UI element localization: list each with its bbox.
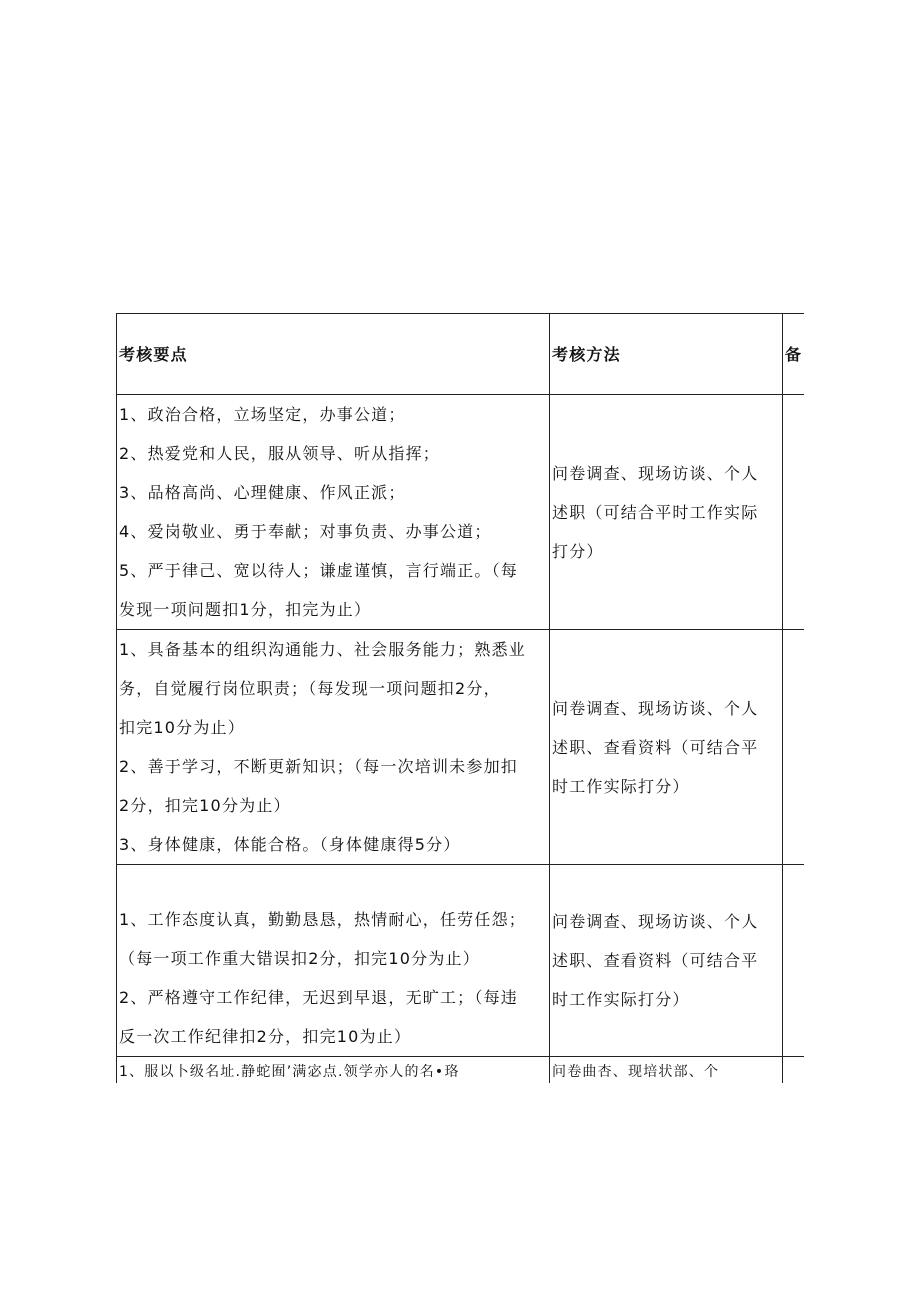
- table-row: [117, 1057, 805, 1084]
- point-line: 1、政治合格，立场坚定，办事公道；: [119, 405, 406, 424]
- method-line: 问卷调查、现场访谈、个人: [552, 912, 759, 931]
- method-cell: [550, 630, 783, 865]
- method-line: 打分）: [552, 541, 604, 561]
- note-cell: [783, 865, 805, 1057]
- point-line: 务，自觉履行岗位职责；（每发现一项问题扣2分，: [119, 679, 501, 698]
- header-note: 备: [783, 314, 805, 395]
- table-row: [117, 630, 805, 865]
- note-cell: [783, 395, 805, 630]
- table-header-row: [117, 314, 805, 395]
- point-line: 3、身体健康，体能合格。（身体健康得5分）: [119, 835, 461, 854]
- point-line: 1、工作态度认真，勤勤恳恳，热情耐心，任劳任怨；: [119, 910, 526, 929]
- method-line: 述职、查看资料（可结合平: [552, 737, 759, 757]
- method-line: 问卷曲杏、现培状部、个: [552, 1064, 720, 1080]
- point-line: 5、严于律己、宽以待人；谦虚谨慎，言行端正。（每: [119, 561, 518, 580]
- points-cell: [117, 865, 550, 1057]
- header-points: 考核要点: [117, 314, 550, 395]
- method-line: 问卷调查、现场访谈、个人: [552, 698, 759, 718]
- assessment-table-container: [116, 313, 804, 1083]
- point-line: 1、具备基本的组织沟通能力、社会服务能力；熟悉业: [119, 640, 526, 659]
- method-line: 时工作实际打分）: [552, 776, 690, 796]
- method-line: 述职、查看资料（可结合平: [552, 951, 759, 970]
- method-line: 时工作实际打分）: [552, 990, 690, 1009]
- table-row: [117, 395, 805, 630]
- point-line: 2、热爱党和人民，服从领导、听从指挥；: [119, 444, 440, 463]
- method-line: 述职（可结合平时工作实际: [552, 502, 759, 522]
- point-line: 反一次工作纪律扣2分，扣完10为止）: [119, 1027, 412, 1046]
- point-line: 4、爱岗敬业、勇于奉献；对事负责、办事公道；: [119, 522, 492, 541]
- points-cell: [117, 395, 550, 630]
- points-cell: [117, 1057, 550, 1084]
- point-line: 3、品格高尚、心理健康、作风正派；: [119, 483, 406, 502]
- point-line: 扣完10分为止）: [119, 718, 245, 737]
- point-line: （每一项工作重大错误扣2分，扣完10分为止）: [119, 949, 480, 968]
- method-cell: [550, 1057, 783, 1084]
- point-line: 1、服以卜级名址.静蛇囿’满宓点.领学亦人的名•珞: [119, 1064, 460, 1080]
- method-cell: [550, 395, 783, 630]
- point-line: 2、严格遵守工作纪律，无迟到早退，无旷工；（每违: [119, 988, 518, 1007]
- point-line: 发现一项问题扣1分，扣完为止）: [119, 600, 372, 619]
- note-cell: [783, 630, 805, 865]
- table-row: [117, 865, 805, 1057]
- points-cell: [117, 630, 550, 865]
- note-cell: [783, 1057, 805, 1084]
- point-line: 2、善于学习，不断更新知识；（每一次培训未参加扣: [119, 757, 518, 776]
- header-method: 考核方法: [550, 314, 783, 395]
- assessment-table: [116, 313, 804, 1083]
- method-line: 问卷调查、现场访谈、个人: [552, 463, 759, 483]
- point-line: 2分，扣完10分为止）: [119, 796, 291, 815]
- method-cell: [550, 865, 783, 1057]
